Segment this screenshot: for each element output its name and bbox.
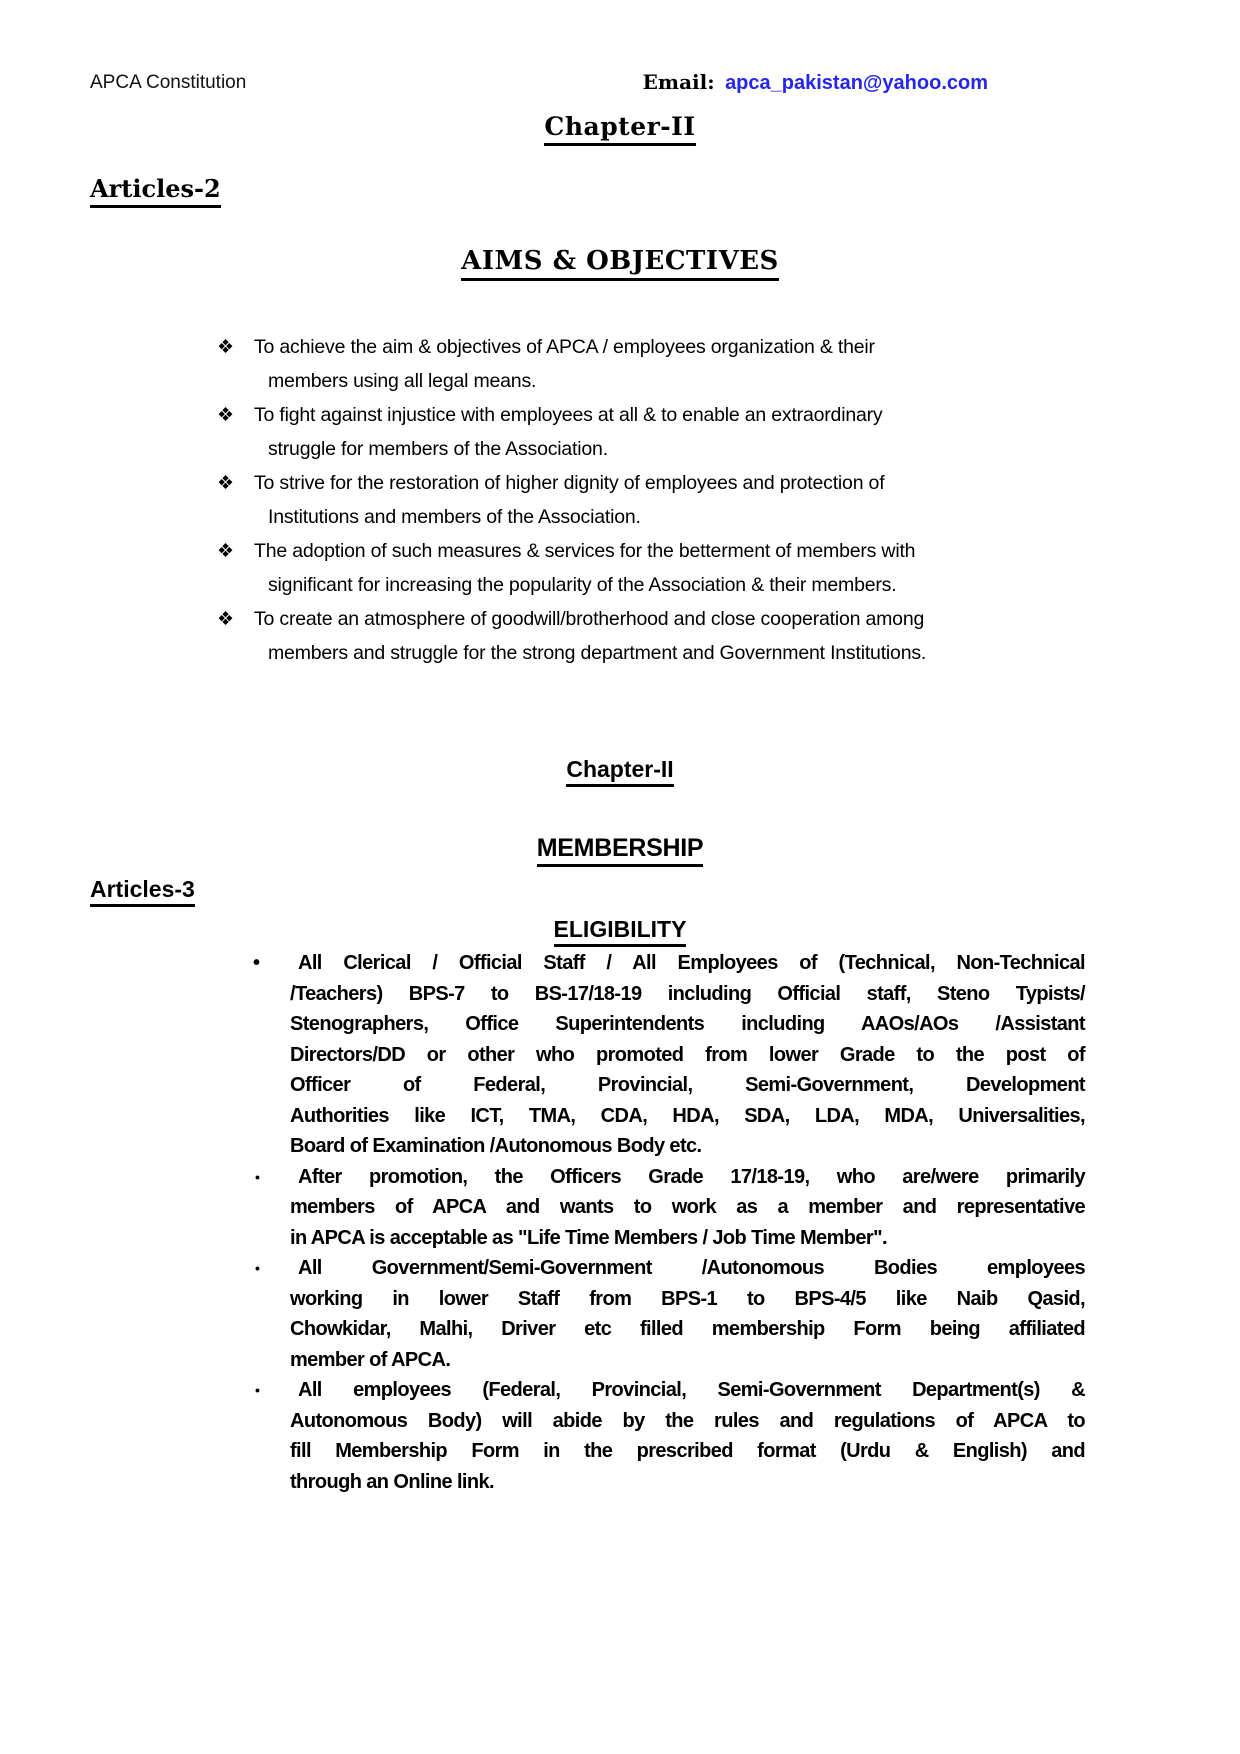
- articles-2-label: Articles-2: [90, 174, 221, 208]
- text-line: Chowkidar, Malhi, Driver etc filled membership Form being affiliated: [290, 1318, 1085, 1340]
- text-line: To achieve the aim & objectives of APCA / employees organization & their: [254, 336, 875, 358]
- aims-list: [217, 330, 1080, 670]
- aims-item-text: [254, 330, 1080, 398]
- eligibility-item-text: [290, 948, 1085, 1162]
- articles-3-label: Articles-3: [90, 876, 195, 907]
- eligibility-item-text: [290, 1375, 1085, 1497]
- text-line: Authorities like ICT, TMA, CDA, HDA, SDA, LDA, MDA, Universalities,: [290, 1104, 1085, 1127]
- membership-heading: MEMBERSHIP: [537, 834, 703, 867]
- aims-objectives-heading: AIMS & OBJECTIVES: [461, 246, 779, 281]
- eligibility-item: [253, 1375, 1085, 1497]
- header-email: [643, 70, 988, 95]
- chapter-membership-title: Chapter-II: [566, 756, 673, 787]
- text-line: After promotion, the Officers Grade 17/18-19, who are/were primarily: [298, 1165, 1085, 1188]
- articles-2-label-row: [90, 174, 221, 208]
- chapter-aims-title-row: [0, 112, 1240, 146]
- text-line: working in lower Staff from BPS-1 to BPS-4/5 like Naib Qasid,: [290, 1287, 1085, 1310]
- aims-item: [217, 602, 1080, 670]
- text-line: struggle for members of the Association.: [268, 438, 608, 460]
- aims-item: [217, 398, 1080, 466]
- aims-item-text: [254, 602, 1080, 670]
- text-line: members of APCA and wants to work as a member and representative: [290, 1196, 1085, 1218]
- text-line: Directors/DD or other who promoted from lower Grade to the post of: [290, 1043, 1085, 1066]
- chapter-membership-title-row: [0, 756, 1240, 787]
- aims-item: [217, 466, 1080, 534]
- text-line: significant for increasing the popularity of the Association & their members.: [268, 574, 897, 596]
- text-line: members and struggle for the strong department and Government Institutions.: [268, 642, 927, 664]
- aims-item-text: [254, 534, 1080, 602]
- text-line: Officer of Federal, Provincial, Semi-Government, Development: [290, 1074, 1085, 1096]
- aims-objectives-heading-row: [0, 246, 1240, 281]
- chapter-aims-title: Chapter-II: [544, 112, 695, 146]
- text-line: Institutions and members of the Association.: [268, 506, 641, 528]
- text-line: members using all legal means.: [268, 370, 537, 392]
- text-line: To create an atmosphere of goodwill/brotherhood and close cooperation among: [254, 608, 925, 630]
- eligibility-item-text: [290, 1162, 1085, 1254]
- aims-item: [217, 330, 1080, 398]
- text-line: All Government/Semi-Government /Autonomous Bodies employees: [298, 1257, 1085, 1279]
- text-line: To strive for the restoration of higher dignity of employees and protection of: [254, 472, 885, 494]
- text-line: All employees (Federal, Provincial, Semi-Government Department(s) &: [298, 1379, 1085, 1401]
- diamond-bullet-icon: ❖: [217, 405, 234, 426]
- diamond-bullet-icon: ❖: [217, 337, 234, 358]
- diamond-bullet-icon: ❖: [217, 541, 234, 562]
- eligibility-heading: ELIGIBILITY: [554, 916, 687, 947]
- aims-item-text: [254, 398, 1080, 466]
- email-label: Email:: [642, 70, 715, 94]
- doc-title: APCA Constitution: [90, 72, 247, 93]
- text-line: Stenographers, Office Superintendents including AAOs/AOs /Assistant: [290, 1013, 1085, 1035]
- dot-bullet-icon: •: [255, 1260, 260, 1276]
- text-line: member of APCA.: [290, 1348, 451, 1371]
- dot-bullet-icon: •: [255, 1382, 260, 1398]
- diamond-bullet-icon: ❖: [217, 609, 234, 630]
- eligibility-item: [253, 1162, 1085, 1254]
- text-line: in APCA is acceptable as "Life Time Members / Job Time Member".: [290, 1226, 887, 1249]
- aims-item: [217, 534, 1080, 602]
- text-line: All Clerical / Official Staff / All Employees of (Technical, Non-Technical: [298, 952, 1085, 974]
- text-line: Autonomous Body) will abide by the rules and regulations of APCA to: [290, 1409, 1085, 1432]
- text-line: fill Membership Form in the prescribed format (Urdu & English) and: [290, 1440, 1085, 1462]
- eligibility-item-text: [290, 1253, 1085, 1375]
- dot-bullet-icon: •: [253, 952, 260, 974]
- text-line: Board of Examination /Autonomous Body etc.: [290, 1135, 702, 1157]
- eligibility-heading-row: [0, 916, 1240, 947]
- text-line: through an Online link.: [290, 1470, 494, 1493]
- eligibility-item: [253, 1253, 1085, 1375]
- diamond-bullet-icon: ❖: [217, 473, 234, 494]
- email-link[interactable]: apca_pakistan@yahoo.com: [725, 72, 988, 94]
- dot-bullet-icon: •: [255, 1168, 260, 1185]
- membership-heading-row: [0, 834, 1240, 867]
- eligibility-list: [253, 948, 1085, 1497]
- text-line: To fight against injustice with employees at all & to enable an extraordinary: [254, 404, 883, 426]
- articles-3-label-row: [90, 876, 195, 907]
- eligibility-item: [253, 948, 1085, 1162]
- text-line: /Teachers) BPS-7 to BS-17/18-19 including Official staff, Steno Typists/: [290, 982, 1085, 1005]
- text-line: The adoption of such measures & services for the betterment of members with: [254, 540, 916, 562]
- aims-item-text: [254, 466, 1080, 534]
